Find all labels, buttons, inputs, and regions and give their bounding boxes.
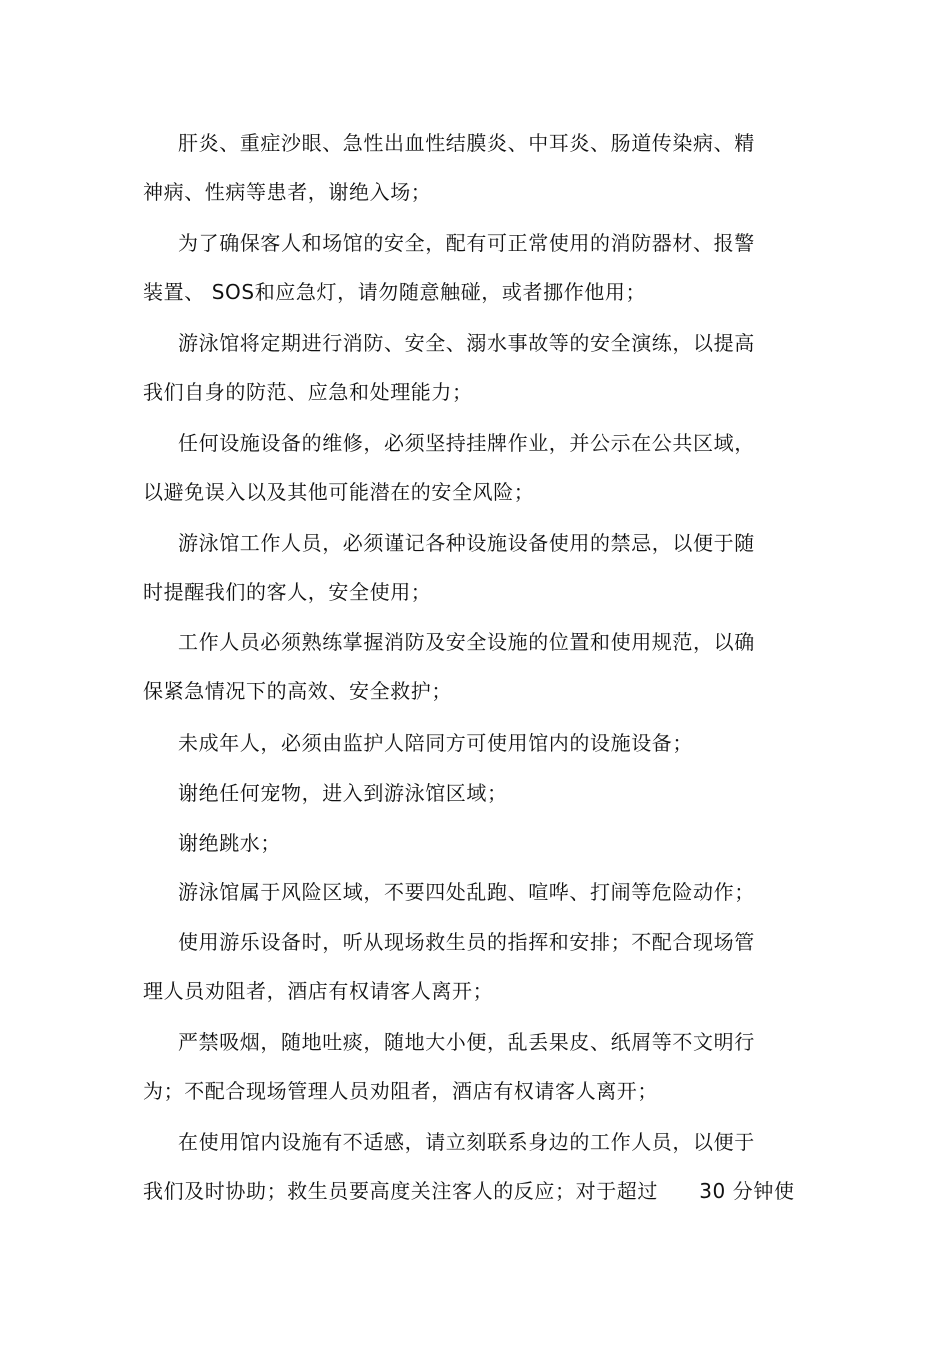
text-line: 我们及时协助；救生员要高度关注客人的反应；对于超过 30 分钟使 <box>143 1179 795 1203</box>
text-line: 严禁吸烟，随地吐痰，随地大小便，乱丢果皮、纸屑等不文明行 <box>178 1030 755 1054</box>
text-line: 理人员劝阻者，酒店有权请客人离开； <box>143 979 494 1003</box>
text-line: 工作人员必须熟练掌握消防及安全设施的位置和使用规范，以确 <box>178 630 755 654</box>
text-line: 任何设施设备的维修，必须坚持挂牌作业，并公示在公共区域， <box>178 431 755 455</box>
text-line: 游泳馆属于风险区域，不要四处乱跑、喧哗、打闹等危险动作； <box>178 880 755 904</box>
text-line: 时提醒我们的客人，安全使用； <box>143 580 432 604</box>
text-line: 我们自身的防范、应急和处理能力； <box>143 380 473 404</box>
text-line: 肝炎、重症沙眼、急性出血性结膜炎、中耳炎、肠道传染病、精 <box>178 131 755 155</box>
text-line: 使用游乐设备时，听从现场救生员的指挥和安排；不配合现场管 <box>178 930 755 954</box>
text-line: 谢绝跳水； <box>178 831 281 855</box>
text-line: 装置、 SOS和应急灯，请勿随意触碰，或者挪作他用； <box>143 280 647 304</box>
text-line: 在使用馆内设施有不适感，请立刻联系身边的工作人员，以便于 <box>178 1130 755 1154</box>
text-line: 游泳馆工作人员，必须谨记各种设施设备使用的禁忌，以便于随 <box>178 531 755 555</box>
text-line: 以避免误入以及其他可能潜在的安全风险； <box>143 480 535 504</box>
text-line: 谢绝任何宠物，进入到游泳馆区域； <box>178 781 508 805</box>
text-line: 为；不配合现场管理人员劝阻者，酒店有权请客人离开； <box>143 1079 658 1103</box>
text-line: 游泳馆将定期进行消防、安全、溺水事故等的安全演练，以提高 <box>178 331 755 355</box>
text-line: 为了确保客人和场馆的安全，配有可正常使用的消防器材、报警 <box>178 231 755 255</box>
text-line: 未成年人，必须由监护人陪同方可使用馆内的设施设备； <box>178 731 693 755</box>
text-line: 神病、性病等患者，谢绝入场； <box>143 180 432 204</box>
text-line: 保紧急情况下的高效、安全救护； <box>143 679 452 703</box>
